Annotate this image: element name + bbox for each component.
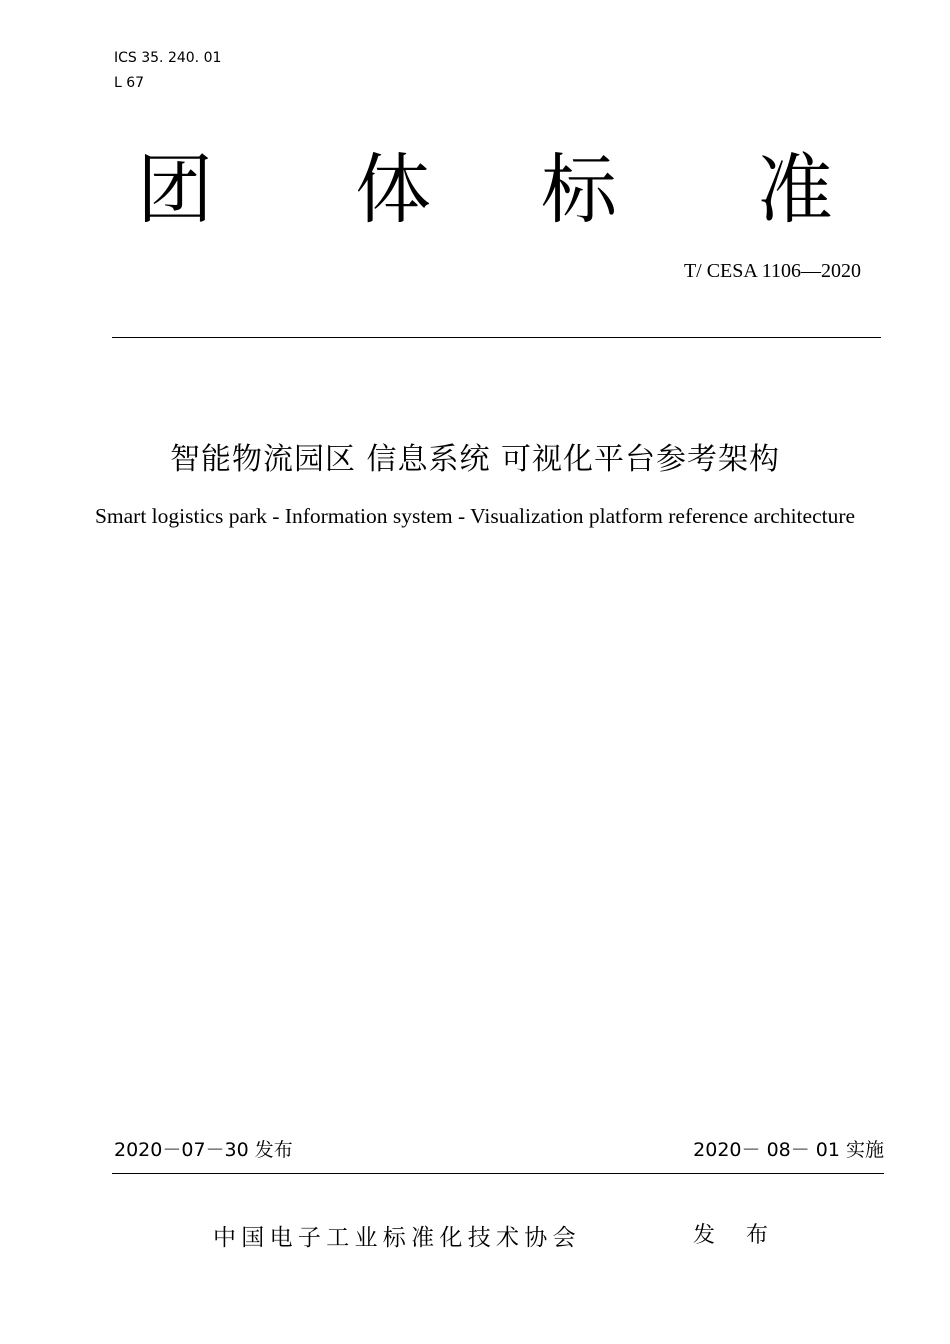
bottom-divider <box>112 1173 884 1174</box>
standard-number: T/ CESA 1106—2020 <box>683 260 861 282</box>
implement-date: 2020－ 08－ 01 实施 <box>693 1139 884 1161</box>
top-divider <box>112 337 881 338</box>
document-title-zh: 智能物流园区 信息系统 可视化平台参考架构 <box>169 442 781 477</box>
standard-type-char-4: 准 <box>757 145 833 234</box>
publisher-name: 中国电子工业标准化技术协会 <box>213 1225 581 1251</box>
document-title-en: Smart logistics park - Information system - Visualization platform reference architecture <box>94 504 856 528</box>
standard-type-char-2: 体 <box>355 145 431 234</box>
ics-code: ICS 35. 240. 01 <box>114 50 222 66</box>
publish-date: 2020－07－30 发布 <box>114 1139 293 1161</box>
publish-label: 发 布 <box>693 1223 780 1248</box>
standard-type-char-3: 标 <box>541 145 617 234</box>
ccs-code: L 67 <box>114 75 145 91</box>
standard-type-char-1: 团 <box>137 145 213 234</box>
